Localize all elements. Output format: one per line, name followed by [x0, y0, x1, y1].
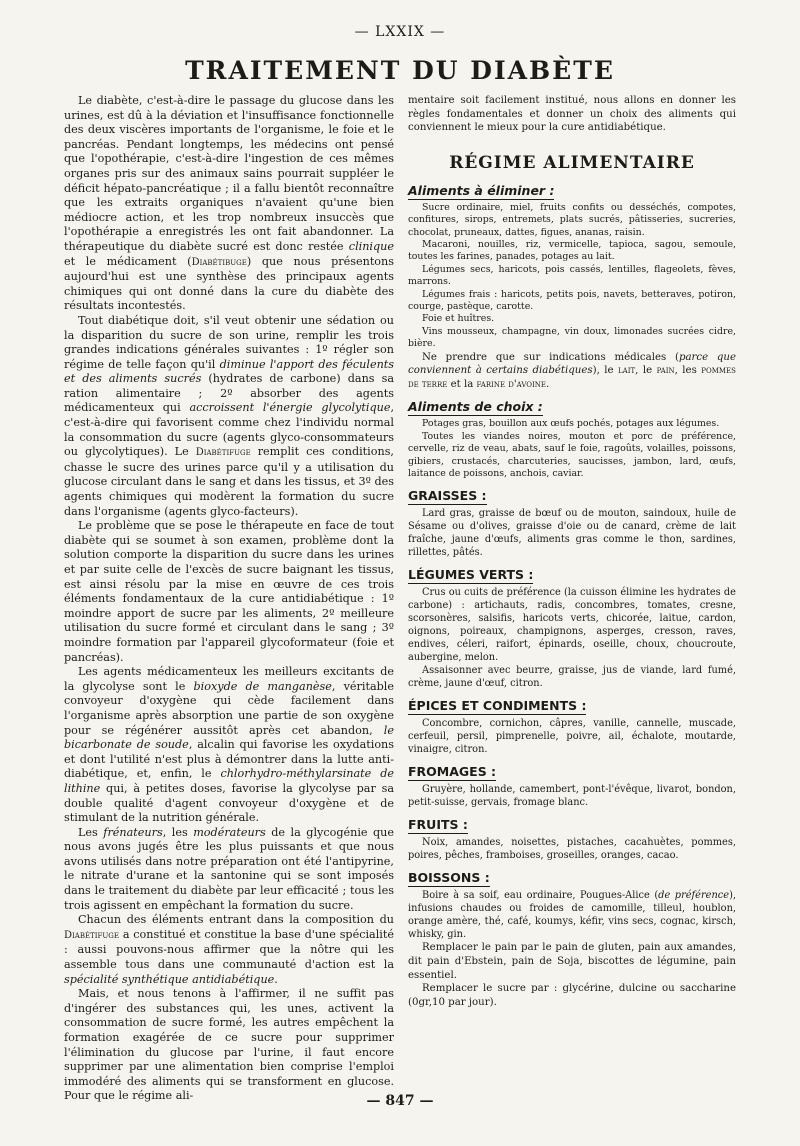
- paragraph-agents: Les agents médicamenteux les meilleurs excitants de la glycolyse sont le bioxyde de manganèse, véritable convoyeur d'oxygène qui cède facilement dans l'organisme après absorption une partie de son oxygène pour se régénérer aussitôt après cet abandon, le bicarbonate de soude, alcalin qui favorise les oxydations et dont l'utilité n'est plus à démontrer dans la lutte anti-diabétique, et, enfin, le chlorhydro-méthylarsinate de lithine qui, à petites doses, favorise la glycolyse par sa double qualité d'agent convoyeur d'oxygène et de stimulant de la nutrition générale.: [64, 665, 395, 825]
- paragraph-problem: Le problème que se pose le thérapeute en face de tout diabète qui se soumet à son examen, problème dont la solution comporte la disparition du sucre dans les urines et par suite celle de l'excès de sucre baignant les tissus, est ainsi résolu par la mise en œuvre de ces trois éléments fondamentaux de la cure antidiabétique : 1º moindre apport de sucre par les aliments, 2º meilleure utilisation du sucre formé et circulant dans le sang ; 3º moindre formation par l'appareil glycoformateur (foie et pancréas).: [64, 519, 394, 664]
- heading-eliminer: Aliments à éliminer :: [408, 182, 555, 198]
- heading-epices: ÉPICES ET CONDIMENTS :: [408, 698, 587, 714]
- list-item: Légumes secs, haricots, pois cassés, lentilles, flageolets, fèves, marrons.: [408, 263, 736, 288]
- heading-legumes-verts: LÉGUMES VERTS :: [408, 567, 534, 583]
- regime-title: RÉGIME ALIMENTAIRE: [449, 152, 695, 173]
- list-item: Lard gras, graisse de bœuf ou de mouton, saindoux, huile de Sésame ou d'olives, graisse d'oie ou de canard, crème de lait fraîche, jaune d'œufs, aliments gras comme le thon, sardines, rillettes, pâtés.: [408, 508, 736, 559]
- paragraph-specialite: Chacun des éléments entrant dans la composition du Diabétifuge a constitué et constitue la base d'une spécialité : aussi pouvons-nous affirmer que la nôtre qui les assemble tous dans une communauté d'action est la spécialité synthétique antidiabétique.: [64, 913, 395, 986]
- list-item: Assaisonner avec beurre, graisse, jus de viande, lard fumé, crème, jaune d'œuf, citron.: [408, 665, 736, 690]
- paragraph-regime: Mais, et nous tenons à l'affirmer, il ne suffit pas d'ingérer des substances qui, les unes, activent la consommation de sucre formé, les autres empêchent la formation exagérée de ce sucre pour supprimer l'élimination du glucose par l'urine, il faut encore supprimer par une alimentation bien comprise l'emploi immodéré des aliments qui se transforment en glucose. Pour que le régime ali-: [64, 987, 394, 1103]
- paragraph-frenateurs: Les frénateurs, les modérateurs de la glycogénie que nous avons jugés être les plus puissants et que nous avons utilisés dans notre préparation ont été l'antipyrine, le nitrate d'urane et la santonine qui se sont imposés dans le traitement du diabète par leur efficacité ; tous les trois agissent en empêchant la formation du sucre.: [64, 825, 395, 912]
- paragraph-continuation: mentaire soit facilement institué, nous allons en donner les règles fondamentales et donner un choix des aliments qui conviennent le mieux pour la cure antidiabétique.: [408, 95, 736, 134]
- heading-boissons: BOISSONS :: [408, 870, 490, 886]
- list-item: Toutes les viandes noires, mouton et porc de préférence, cervelle, riz de veau, abats, sauf le foie, ragoûts, volailles, poissons, gibiers, crustacés, charcuteries, saucisses, jambon, lard, œufs, laitance de poissons, anchois, caviar.: [408, 430, 736, 480]
- paragraph-pain: Remplacer le pain par le pain de gluten, pain aux amandes, dit pain d'Ebstein, pain de Soja, biscottes de légumine, pain essentiel.: [408, 942, 736, 981]
- list-item: Concombre, cornichon, câpres, vanille, cannelle, muscade, cerfeuil, persil, pimprenelle, poivre, ail, échalote, moutarde, vinaigre, citron.: [408, 718, 736, 756]
- paragraph-indications: Tout diabétique doit, s'il veut obtenir une sédation ou la disparition du sucre de son urine, remplir les trois grandes indications générales suivantes : 1º régler son régime de telle façon qu'il diminue l'apport des féculents et des aliments sucrés (hydrates de carbone) dans sa ration alimentaire ; 2º absorber des agents médicamenteux qui accroissent l'énergie glycolytique, c'est-à-dire qui favorisent comme chez l'individu normal la consommation du sucre (agents glyco-consommateurs ou glycolytiques). Le Diabétifuge remplit ces conditions, chasse le sucre des urines parce qu'il y a utilisation du glucose circulant dans le sang et dans les tissus, et 3º des agents chimiques qui modèrent la formation du sucre dans l'organisme (agents glyco-facteurs).: [64, 313, 395, 518]
- list-item: Gruyère, hollande, camembert, pont-l'évêque, livarot, bondon, petit-suisse, gervais, fromage blanc.: [408, 784, 736, 809]
- list-item: Légumes frais : haricots, petits pois, navets, betteraves, potiron, courge, pastèque, carotte.: [408, 288, 736, 313]
- paragraph-sucre: Remplacer le sucre par : glycérine, dulcine ou saccharine (0gr,10 par jour).: [408, 983, 736, 1008]
- list-item: Boire à sa soif, eau ordinaire, Pougues-Alice (de préférence), infusions chaudes ou froides de camomille, tilleul, houblon, orange amère, thé, café, koumys, kéfir, vins secs, cognac, kirsch, whisky, gin.: [408, 890, 736, 941]
- page-title: TRAITEMENT DU DIABÈTE: [185, 56, 615, 85]
- medical-note: Ne prendre que sur indications médicales (parce que conviennent à certains diabétiques), le lait, le pain, les pommes de terre et la farine d'avoine.: [408, 351, 736, 390]
- list-item: Foie et huîtres.: [422, 313, 495, 325]
- list-item: Macaroni, nouilles, riz, vermicelle, tapioca, sagou, semoule, toutes les farines, panades, potages au lait.: [408, 239, 736, 263]
- heading-fruits: FRUITS :: [408, 817, 468, 833]
- list-item: Potages gras, bouillon aux œufs pochés, potages aux légumes.: [422, 418, 720, 430]
- heading-graisses: GRAISSES :: [408, 488, 487, 504]
- list-item: Noix, amandes, noisettes, pistaches, cacahuètes, pommes, poires, pêches, framboises, groseilles, oranges, cacao.: [408, 837, 736, 862]
- list-item: Crus ou cuits de préférence (la cuisson élimine les hydrates de carbone) : artichauts, radis, concombres, tomates, cresne, scorsonères, salsifis, haricots verts, chicorée, laitue, cardon, oignons, poireaux, champignons, asperges, cresson, raves, endives, céleri, raifort, épinards, oseille, choux, choucroute, aubergine, melon.: [408, 587, 736, 664]
- paragraph-intro: Le diabète, c'est-à-dire le passage du glucose dans les urines, est dû à la déviation et l'insuffisance fonctionnelle des deux viscères importants de l'organisme, le foie et le pancréas. Pendant longtemps, les médecins ont pensé que l'opothérapie, c'est-à-dire l'ingestion de ces mêmes organes pris sur des animaux sains pourrait suppléer le déficit hépato-pancréatique ; il a fallu bientôt reconnaître que les extraits organiques n'avaient qu'une bien médiocre action, et les trop nombreux insuccès que l'opothérapie a enregistrés les ont fait abandonner. La thérapeutique du diabète sucré est donc restée clinique et le médicament (Diabétibuge) que nous présentons aujourd'hui est une synthèse des principaux agents chimiques qui ont donné dans la cure du diabète des résultats incontestés.: [64, 94, 394, 313]
- page-number-roman: — LXXIX —: [354, 24, 446, 40]
- heading-fromages: FROMAGES :: [408, 764, 497, 780]
- left-column: [64, 94, 394, 1104]
- right-column: [408, 94, 736, 1009]
- list-item: Vins mousseux, champagne, vin doux, limonades sucrées cidre, bière.: [408, 325, 736, 350]
- page-number: — 847 —: [366, 1093, 434, 1109]
- heading-choix: Aliments de choix :: [408, 399, 543, 415]
- list-item: Sucre ordinaire, miel, fruits confits ou desséchés, compotes, confitures, sirops, entremets, plats sucrés, pâtisseries, sucreries, chocolat, pruneaux, dattes, figues, ananas, raisin.: [408, 201, 736, 238]
